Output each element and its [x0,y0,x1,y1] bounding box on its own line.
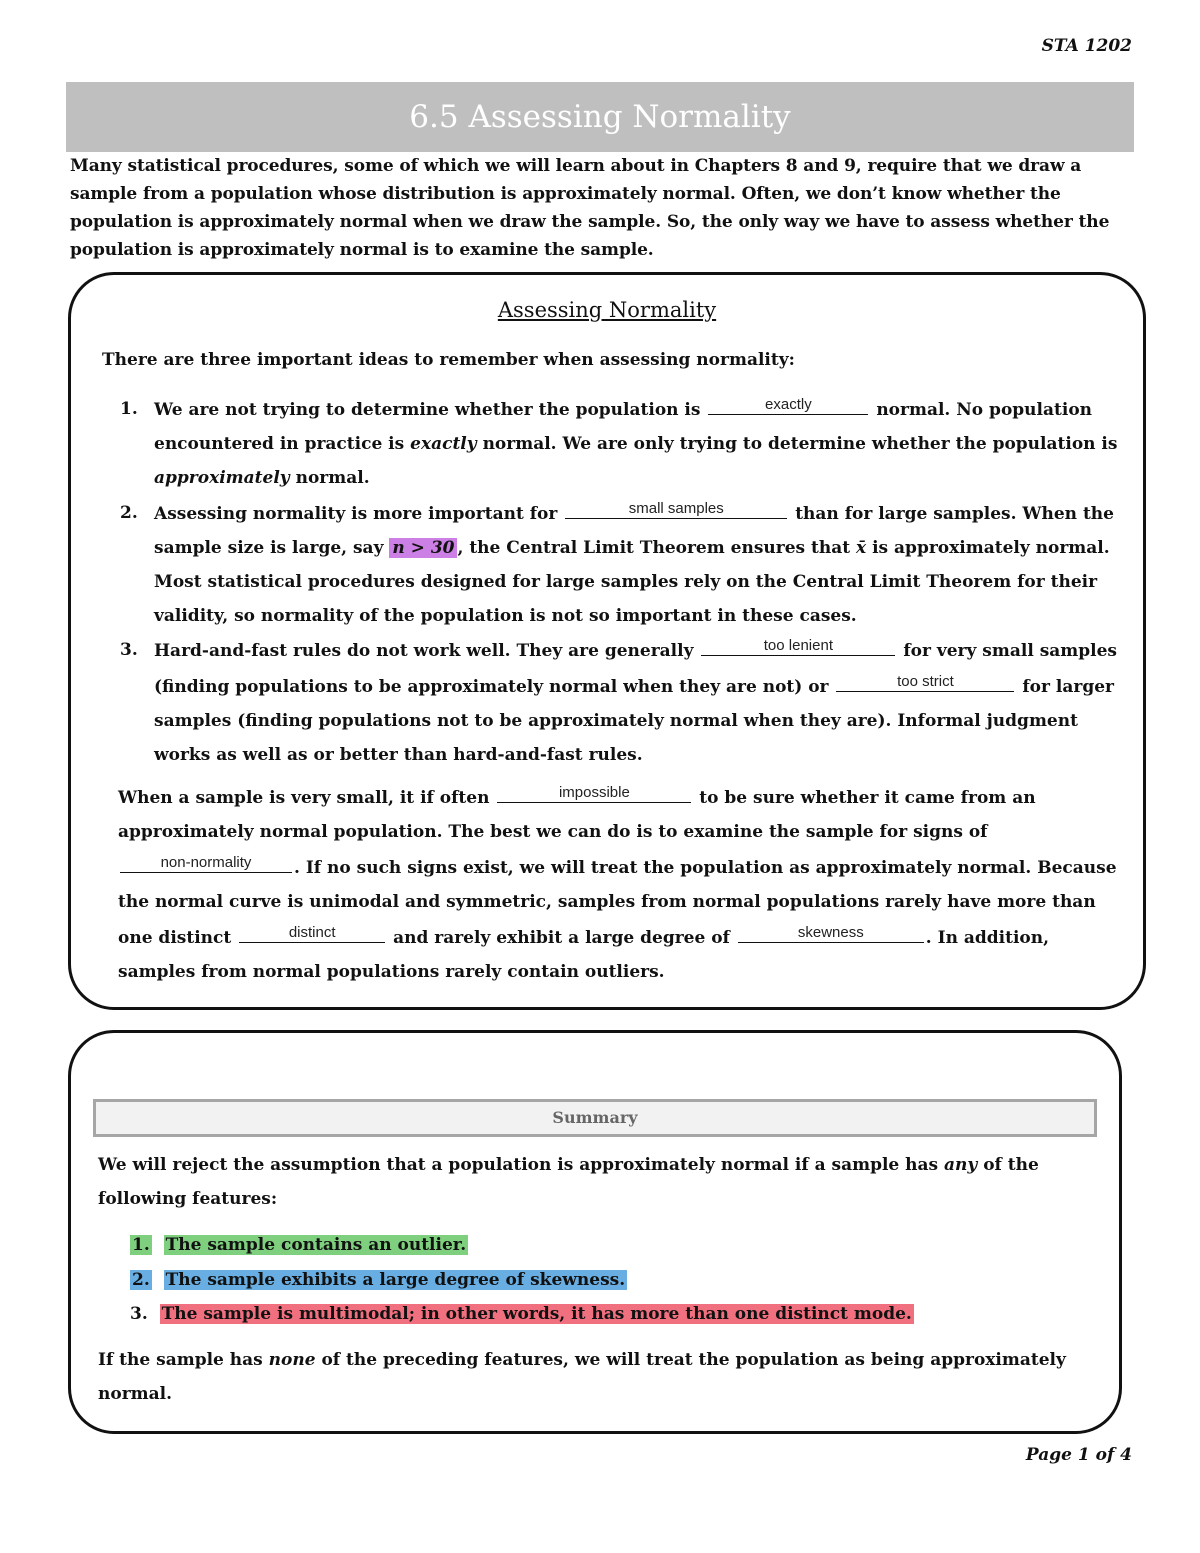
blank-answer: impossible [558,784,630,801]
list-number: 1. [120,399,138,419]
blank-answer: skewness [797,923,864,941]
page-title: 6.5 Assessing Normality [66,82,1134,152]
final-text-part: If the sample has [98,1350,263,1370]
fill-blank [701,633,895,656]
item-text: is approximately normal. Most statistical procedures designed for large samples rely on the Central Limit Theorem for their validity, so normality of the population is not so important in these cases. [154,537,1110,627]
intro-paragraph: Many statistical procedures, some of which we will learn about in Chapters 8 and 9, require that we draw a sample from a population whose distribution is approximately normal. Often, we don’t know whether the population is approximately normal when we draw the sample. So, the only way we have to assess whether the population is approximately normal is to examine the sample. [70,156,1110,260]
feature-number: 1. [132,1235,150,1255]
final-text-part: of the preceding features, we will treat the population as being approximately normal. [98,1350,1066,1405]
item-text: for larger samples (finding populations not to be approximately normal when they are). Informal judgment works as well as or better than hard-and-fast rules. [154,676,1114,766]
math-symbol: x̄ [856,537,867,558]
blank-answer: exactly [765,396,812,413]
final-paragraph [98,1343,1098,1412]
feature-number: 3. [130,1304,148,1325]
math-expression: n > 30 [389,538,457,558]
summary-text-part: of the following features: [98,1155,1039,1210]
blank-answer: too strict [897,672,954,690]
blank-answer: too lenient [763,637,833,655]
feature-item [130,1263,914,1298]
item-text: for very small samples (finding populations to be approximately normal when they are not) or [154,641,1117,697]
fill-blank [497,780,691,803]
fill-blank [738,920,924,943]
item-text: normal. We are only trying to determine whether the population is [482,434,1118,455]
para-text: . If no such signs exist, we will treat the population as approximately normal. Because the normal curve is unimodal and symmetric, samples from normal populations rarely have more than one distinct [118,857,1117,948]
fill-blank [708,392,868,415]
item-text: , the Central Limit Theorem ensures that [457,537,851,558]
fill-blank [565,496,787,519]
list-item [104,392,1120,496]
para-text: . In addition, samples from normal populations rarely contain outliers. [118,927,1050,983]
features-list [130,1228,914,1332]
course-code: STA 1202 [1041,36,1132,56]
list-number: 3. [120,640,138,661]
feature-number: 2. [132,1269,150,1290]
list-item [104,633,1120,772]
summary-text [98,1148,1098,1217]
fill-blank [239,920,385,943]
emphasis: none [268,1350,316,1370]
item-text: Assessing normality is more important for [154,503,558,524]
item-text: than for large samples. When the sample size is large, say [154,503,1114,558]
emphasis: any [944,1155,978,1175]
blank-answer: distinct [288,923,336,941]
summary-text-part: We will reject the assumption that a population is approximately normal if a sample has [98,1155,939,1175]
fill-blank [836,669,1014,692]
para-text: to be sure whether it came from an approximately normal population. The best we can do is to examine the sample for signs of [118,788,1036,843]
small-sample-paragraph [118,780,1118,989]
box-lead-text: There are three important ideas to remember when assessing normality: [102,350,795,370]
blank-answer: small samples [628,499,724,517]
item-text: normal. [295,468,370,489]
emphasis: approximately [154,468,290,489]
fill-blank [120,850,292,873]
summary-heading: Summary [93,1099,1097,1137]
feature-text: The sample exhibits a large degree of skewness. [165,1269,626,1290]
list-number: 2. [120,502,138,523]
page-number: Page 1 of 4 [1025,1445,1132,1465]
feature-text: The sample is multimodal; in other words, it has more than one distinct mode. [161,1304,912,1325]
feature-item [130,1228,914,1263]
item-text: We are not trying to determine whether the population is [154,400,701,420]
ideas-list [104,392,1120,772]
feature-text: The sample contains an outlier. [165,1235,467,1255]
emphasis: exactly [410,434,477,455]
list-item [104,496,1120,634]
box-title: Assessing Normality [497,298,717,322]
item-text: normal. No population encountered in practice is [154,400,1093,455]
blank-answer: non-normality [160,853,252,871]
para-text: and rarely exhibit a large degree of [393,927,730,948]
para-text: When a sample is very small, it if often [118,788,490,808]
feature-item [130,1297,914,1332]
item-text: Hard-and-fast rules do not work well. They are generally [154,641,694,662]
